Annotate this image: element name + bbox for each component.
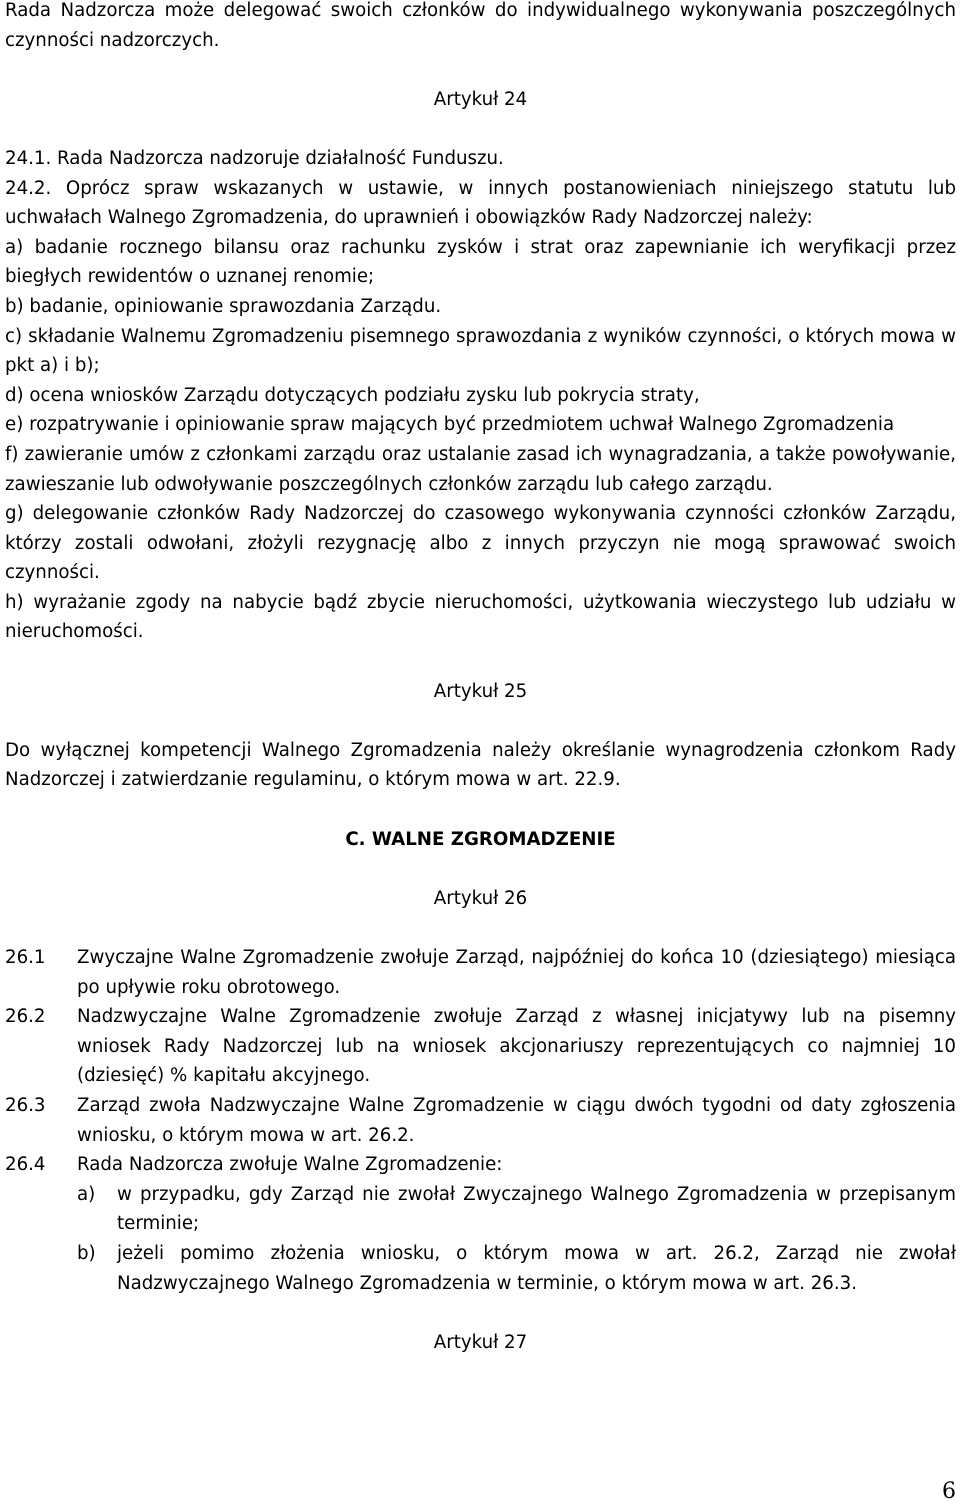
spacer [5, 55, 956, 85]
spacer [5, 854, 956, 884]
paragraph-24-2: 24.2. Oprócz spraw wskazanych w ustawie, w innych postanowieniach niniejszego statutu lub uchwałach Walnego Zgromadzenia, do uprawnień i obowiązków Rady Nadzorczej należy: [5, 177, 956, 229]
list-item-g: g) delegowanie członków Rady Nadzorczej do czasowego wykonywania czynności członków Zarządu, którzy zostali odwołani, złożyli rezygnację albo z innych przyczyn nie mogą sprawować swoich czynności. [5, 503, 956, 584]
paragraph-26-1 [5, 943, 956, 1002]
list-item-h: h) wyrażanie zgody na nabycie bądź zbycie nieruchomości, użytkowania wieczystego lub udziału w nieruchomości. [5, 591, 956, 643]
paragraph-text: Nadzwyczajne Walne Zgromadzenie zwołuje Zarząd z własnej inicjatywy lub na pisemny wniosek Rady Nadzorczej lub na wniosek akcjonariuszy reprezentujących co najmniej 10 (dziesięć) % kapitału akcyjnego. [77, 1006, 956, 1087]
spacer [5, 114, 956, 144]
paragraph-number: 26.3 [5, 1094, 46, 1116]
spacer [5, 706, 956, 736]
sub-item-label: a) [77, 1183, 96, 1205]
section-c-heading: C. WALNE ZGROMADZENIE [345, 828, 616, 850]
spacer [5, 1298, 956, 1328]
paragraph-text: Zarząd zwoła Nadzwyczajne Walne Zgromadzenie w ciągu dwóch tygodni od daty zgłoszenia wniosku, o którym mowa w art. 26.2. [77, 1094, 956, 1146]
paragraph-24-1: 24.1. Rada Nadzorcza nadzoruje działalność Funduszu. [5, 147, 504, 169]
spacer [5, 647, 956, 677]
article-27-heading: Artykuł 27 [433, 1331, 528, 1353]
list-item-b: b) badanie, opiniowanie sprawozdania Zarządu. [5, 295, 442, 317]
paragraph-26-4 [5, 1150, 956, 1180]
sub-item-text: jeżeli pomimo złożenia wniosku, o którym mowa w art. 26.2, Zarząd nie zwołał Nadzwyczajnego Walnego Zgromadzenia w terminie, o którym mowa w art. 26.3. [117, 1242, 956, 1294]
sub-item-a [77, 1180, 956, 1239]
sub-item-b [77, 1239, 956, 1298]
paragraph-26-2 [5, 1002, 956, 1091]
list-item-a: a) badanie rocznego bilansu oraz rachunku zysków i strat oraz zapewnianie ich weryfikacji przez biegłych rewidentów o uznanej renomie; [5, 236, 956, 288]
article-25-heading: Artykuł 25 [433, 680, 528, 702]
list-item-d: d) ocena wniosków Zarządu dotyczących podziału zysku lub pokrycia straty, [5, 384, 700, 406]
document-page [5, 0, 956, 1357]
paragraph-number: 26.2 [5, 1006, 46, 1028]
article-26-heading: Artykuł 26 [433, 887, 528, 909]
intro-paragraph: Rada Nadzorcza może delegować swoich członków do indywidualnego wykonywania poszczególnych czynności nadzorczych. [5, 0, 956, 51]
paragraph-text: Zwyczajne Walne Zgromadzenie zwołuje Zarząd, najpóźniej do końca 10 (dziesiątego) miesiąca po upływie roku obrotowego. [77, 947, 956, 998]
article-24-heading: Artykuł 24 [433, 88, 528, 110]
list-item-e: e) rozpatrywanie i opiniowanie spraw mających być przedmiotem uchwał Walnego Zgromadzenia [5, 414, 895, 436]
page-number: 6 [942, 1479, 956, 1504]
spacer [5, 795, 956, 825]
sub-item-text: w przypadku, gdy Zarząd nie zwołał Zwyczajnego Walnego Zgromadzenia w przepisanym terminie; [117, 1183, 956, 1235]
list-item-c: c) składanie Walnemu Zgromadzeniu pisemnego sprawozdania z wyników czynności, o których mowa w pkt a) i b); [5, 325, 956, 377]
paragraph-number: 26.1 [5, 947, 46, 968]
spacer [5, 913, 956, 943]
paragraph-number: 26.4 [5, 1154, 46, 1176]
paragraph-text: Rada Nadzorcza zwołuje Walne Zgromadzenie: [77, 1154, 503, 1176]
list-item-f: f) zawieranie umów z członkami zarządu oraz ustalanie zasad ich wynagradzania, a także powoływanie, zawieszanie lub odwoływanie poszczególnych członków zarządu lub całego zarządu. [5, 443, 956, 495]
paragraph-26-3 [5, 1091, 956, 1150]
sub-item-label: b) [77, 1242, 96, 1264]
article-25-text: Do wyłącznej kompetencji Walnego Zgromadzenia należy określanie wynagrodzenia członkom Rady Nadzorczej i zatwierdzanie regulaminu, o którym mowa w art. 22.9. [5, 739, 956, 791]
